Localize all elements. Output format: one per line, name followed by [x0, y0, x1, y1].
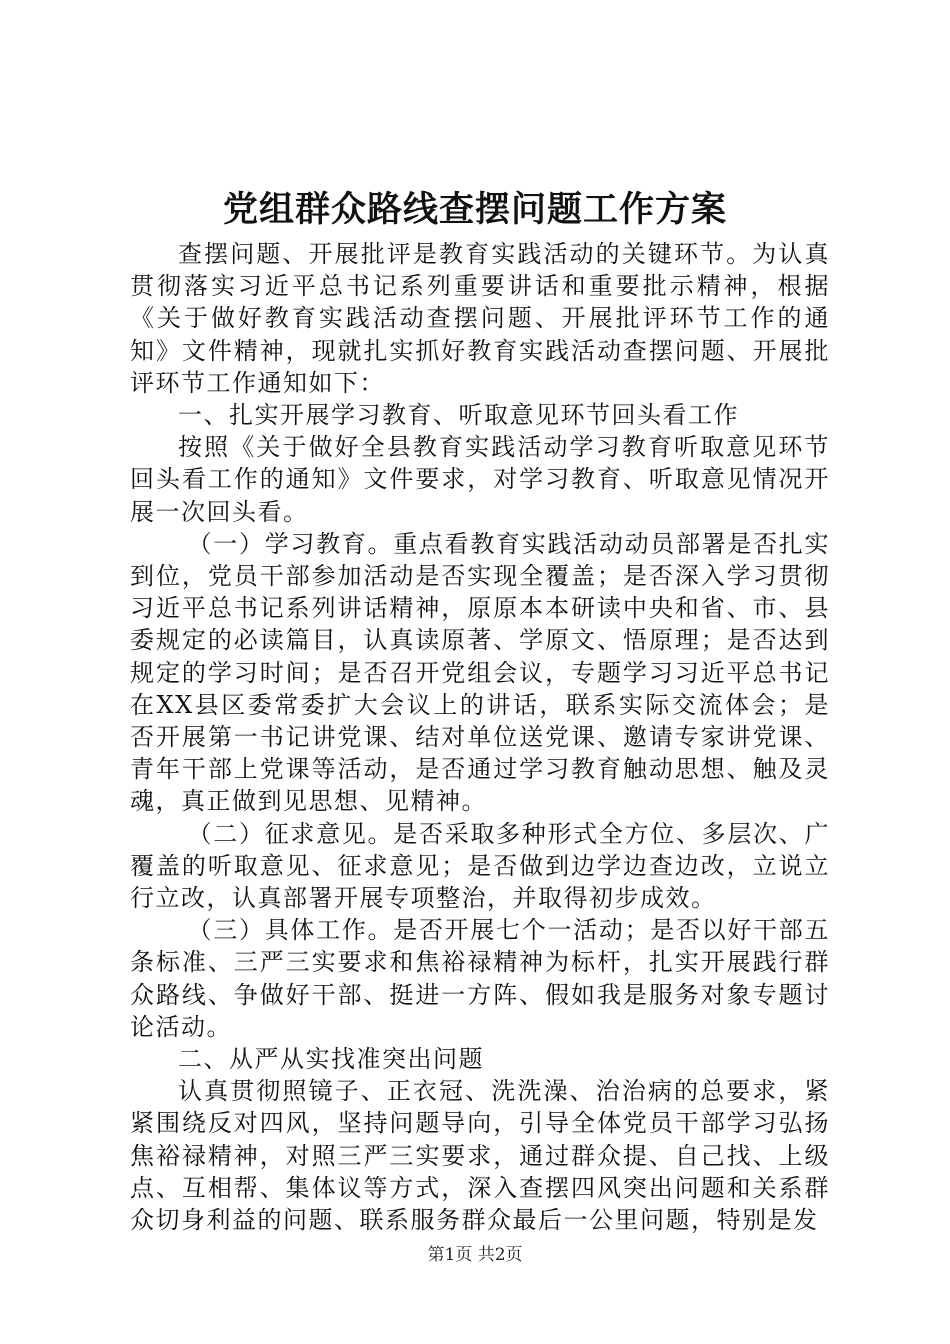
document-body — [130, 238, 830, 1236]
intro-paragraph: 查摆问题、开展批评是教育实践活动的关键环节。为认真贯彻落实习近平总书记系列重要讲话和重要批示精神，根据《关于做好教育实践活动查摆问题、开展批评环节工作的通知》文件精神，现就扎实抓好教育实践活动查摆问题、开展批评环节工作通知如下： — [130, 240, 830, 397]
page-footer: 第1页 共2页 — [427, 1245, 523, 1265]
section-heading-1: 一、扎实开展学习教育、听取意见环节回头看工作 — [178, 401, 739, 430]
subsection-paragraph-1: （一）学习教育。重点看教育实践活动动员部署是否扎实到位，党员干部参加活动是否实现全覆盖；是否深入学习贯彻习近平总书记系列讲话精神，原原本本研读中央和省、市、县委规定的必读篇目，认真读原著、学原文、悟原理；是否达到规定的学习时间；是否召开党组会议，专题学习习近平总书记在XX县区委常委扩大会议上的讲话，联系实际交流体会；是否开展第一书记讲党课、结对单位送党课、邀请专家讲党课、青年干部上党课等活动，是否通过学习教育触动思想、触及灵魂，真正做到见思想、见精神。 — [130, 529, 830, 816]
body-paragraph: 认真贯彻照镜子、正衣冠、洗洗澡、治治病的总要求，紧紧围绕反对四风，坚持问题导向，引导全体党员干部学习弘扬焦裕禄精神，对照三严三实要求，通过群众提、自己找、上级点、互相帮、集体议等方式，深入查摆四风突出问题和关系群众切身利益的问题、联系服务群众最后一公里问题，特别是发 — [130, 1077, 830, 1235]
body-paragraph: 按照《关于做好全县教育实践活动学习教育听取意见环节回头看工作的通知》文件要求，对学习教育、听取意见情况开展一次回头看。 — [130, 433, 830, 526]
document-title: 党组群众路线查摆问题工作方案 — [222, 189, 727, 230]
section-heading-2: 二、从严从实找准突出问题 — [178, 1045, 484, 1074]
subsection-paragraph-2: （二）征求意见。是否采取多种形式全方位、多层次、广覆盖的听取意见、征求意见；是否做到边学边查边改，立说立行立改，认真部署开展专项整治，并取得初步成效。 — [130, 819, 830, 913]
subsection-paragraph-3: （三）具体工作。是否开展七个一活动；是否以好干部五条标准、三严三实要求和焦裕禄精神为标杆，扎实开展践行群众路线、争做好干部、挺进一方阵、假如我是服务对象专题讨论活动。 — [130, 916, 830, 1041]
